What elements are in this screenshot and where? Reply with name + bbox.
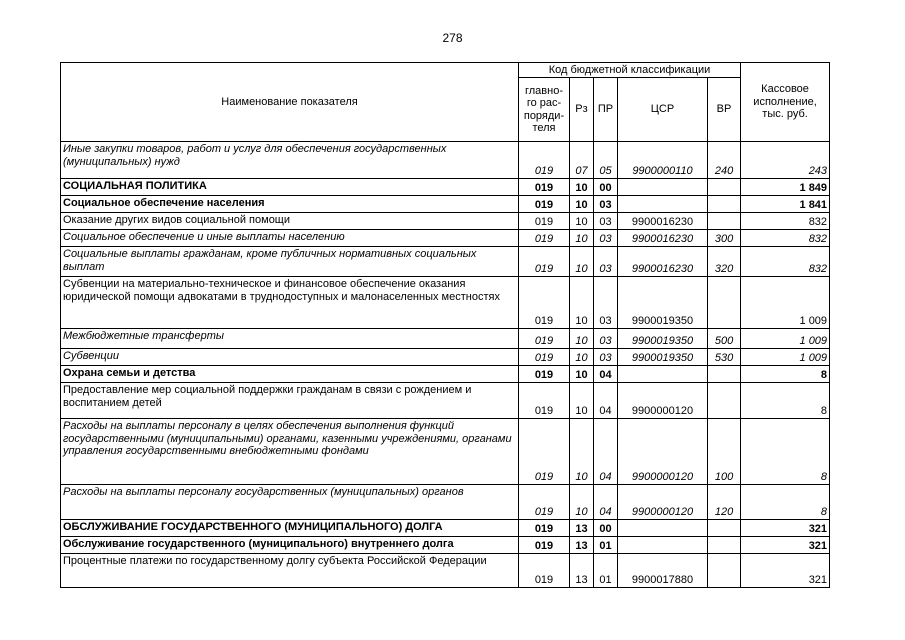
cell-sum: 321 [741,537,830,554]
cell-vr [708,196,741,213]
cell-pr: 03 [594,349,618,366]
cell-rz: 07 [570,142,594,179]
cell-csr [618,179,708,196]
cell-name: Процентные платежи по государственному долгу субъекта Российской Федерации [61,554,519,588]
cell-name: Предоставление мер социальной поддержки гражданам в связи с рождением и воспитанием детей [61,383,519,419]
cell-rz: 10 [570,366,594,383]
cell-name: Обслуживание государственного (муниципального) внутреннего долга [61,537,519,554]
cell-sum: 832 [741,247,830,277]
cell-vr [708,383,741,419]
header-pr: ПР [594,78,618,142]
cell-sum: 1 009 [741,329,830,349]
cell-gl: 019 [519,554,570,588]
cell-rz: 13 [570,520,594,537]
cell-sum: 8 [741,485,830,520]
cell-pr: 03 [594,230,618,247]
cell-rz: 10 [570,349,594,366]
cell-pr: 00 [594,520,618,537]
cell-name: ОБСЛУЖИВАНИЕ ГОСУДАРСТВЕННОГО (МУНИЦИПАЛЬНОГО) ДОЛГА [61,520,519,537]
cell-sum: 1 009 [741,349,830,366]
cell-sum: 8 [741,383,830,419]
cell-rz: 10 [570,485,594,520]
cell-pr: 03 [594,213,618,230]
cell-pr: 05 [594,142,618,179]
cell-rz: 10 [570,419,594,485]
cell-gl: 019 [519,179,570,196]
cell-sum: 321 [741,554,830,588]
header-sum: Кассовое исполнение, тыс. руб. [741,63,830,142]
cell-pr: 04 [594,485,618,520]
table-row [61,383,830,419]
cell-sum: 832 [741,230,830,247]
cell-gl: 019 [519,383,570,419]
cell-name: Субвенции на материально-техническое и финансовое обеспечение оказания юридической помощи адвокатами в труднодоступных и малонаселенных местностях [61,277,519,329]
budget-table [60,62,830,588]
cell-pr: 03 [594,277,618,329]
cell-gl: 019 [519,213,570,230]
cell-sum: 1 841 [741,196,830,213]
cell-vr: 300 [708,230,741,247]
cell-pr: 04 [594,366,618,383]
cell-csr: 9900019350 [618,277,708,329]
cell-name: Социальное обеспечение населения [61,196,519,213]
cell-rz: 10 [570,179,594,196]
cell-vr [708,277,741,329]
cell-gl: 019 [519,247,570,277]
cell-pr: 03 [594,196,618,213]
cell-csr: 9900016230 [618,213,708,230]
cell-name: Межбюджетные трансферты [61,329,519,349]
header-csr: ЦСР [618,78,708,142]
cell-vr: 120 [708,485,741,520]
cell-pr: 01 [594,537,618,554]
cell-sum: 243 [741,142,830,179]
cell-gl: 019 [519,419,570,485]
cell-name: Расходы на выплаты персоналу в целях обеспечения выполнения функций государственными (муниципальными) органами, казенными учреждениями, органами управления государственными внебюджетными фондами [61,419,519,485]
cell-gl: 019 [519,196,570,213]
cell-rz: 10 [570,329,594,349]
cell-name: Субвенции [61,349,519,366]
cell-pr: 03 [594,329,618,349]
cell-name: СОЦИАЛЬНАЯ ПОЛИТИКА [61,179,519,196]
cell-vr: 530 [708,349,741,366]
cell-gl: 019 [519,142,570,179]
cell-csr: 9900000110 [618,142,708,179]
cell-vr [708,213,741,230]
page-number: 278 [442,31,463,45]
cell-pr: 03 [594,247,618,277]
cell-csr: 9900000120 [618,383,708,419]
cell-csr: 9900000120 [618,419,708,485]
table-row [61,196,830,213]
table-row [61,419,830,485]
cell-gl: 019 [519,520,570,537]
cell-csr [618,537,708,554]
table-row [61,142,830,179]
cell-vr: 100 [708,419,741,485]
table-row [61,179,830,196]
cell-vr [708,537,741,554]
cell-rz: 13 [570,537,594,554]
cell-pr: 00 [594,179,618,196]
cell-vr [708,179,741,196]
cell-sum: 832 [741,213,830,230]
cell-rz: 10 [570,213,594,230]
cell-csr: 9900019350 [618,329,708,349]
cell-pr: 01 [594,554,618,588]
table-row [61,277,830,329]
cell-csr [618,366,708,383]
header-rz: Рз [570,78,594,142]
cell-pr: 04 [594,383,618,419]
cell-rz: 10 [570,230,594,247]
cell-sum: 8 [741,419,830,485]
cell-vr [708,554,741,588]
table-row [61,554,830,588]
table-row [61,485,830,520]
cell-sum: 1 849 [741,179,830,196]
cell-gl: 019 [519,329,570,349]
table-row [61,213,830,230]
table-row [61,537,830,554]
cell-gl: 019 [519,230,570,247]
cell-csr [618,520,708,537]
header-gl: главно-го рас-поряди-теля [519,78,570,142]
cell-gl: 019 [519,366,570,383]
table-row [61,329,830,349]
cell-name: Оказание других видов социальной помощи [61,213,519,230]
table-row [61,230,830,247]
cell-csr: 9900019350 [618,349,708,366]
cell-vr: 240 [708,142,741,179]
table-row [61,520,830,537]
cell-gl: 019 [519,349,570,366]
cell-vr [708,366,741,383]
table-row [61,349,830,366]
cell-name: Социальные выплаты гражданам, кроме публичных нормативных социальных выплат [61,247,519,277]
cell-sum: 8 [741,366,830,383]
cell-gl: 019 [519,277,570,329]
cell-gl: 019 [519,485,570,520]
cell-csr: 9900000120 [618,485,708,520]
table-body [61,142,830,588]
cell-rz: 10 [570,196,594,213]
cell-vr: 320 [708,247,741,277]
header-vr: ВР [708,78,741,142]
cell-sum: 321 [741,520,830,537]
header-code-group: Код бюджетной классификации [519,63,741,78]
header-name: Наименование показателя [61,63,519,142]
cell-vr [708,520,741,537]
cell-csr: 9900016230 [618,230,708,247]
cell-vr: 500 [708,329,741,349]
cell-rz: 10 [570,383,594,419]
cell-name: Охрана семьи и детства [61,366,519,383]
cell-rz: 10 [570,247,594,277]
table-row [61,366,830,383]
cell-sum: 1 009 [741,277,830,329]
table-row [61,247,830,277]
cell-gl: 019 [519,537,570,554]
cell-pr: 04 [594,419,618,485]
cell-csr [618,196,708,213]
cell-rz: 13 [570,554,594,588]
cell-csr: 9900017880 [618,554,708,588]
cell-name: Социальное обеспечение и иные выплаты населению [61,230,519,247]
cell-rz: 10 [570,277,594,329]
cell-name: Иные закупки товаров, работ и услуг для обеспечения государственных (муниципальных) нужд [61,142,519,179]
cell-csr: 9900016230 [618,247,708,277]
cell-name: Расходы на выплаты персоналу государственных (муниципальных) органов [61,485,519,520]
